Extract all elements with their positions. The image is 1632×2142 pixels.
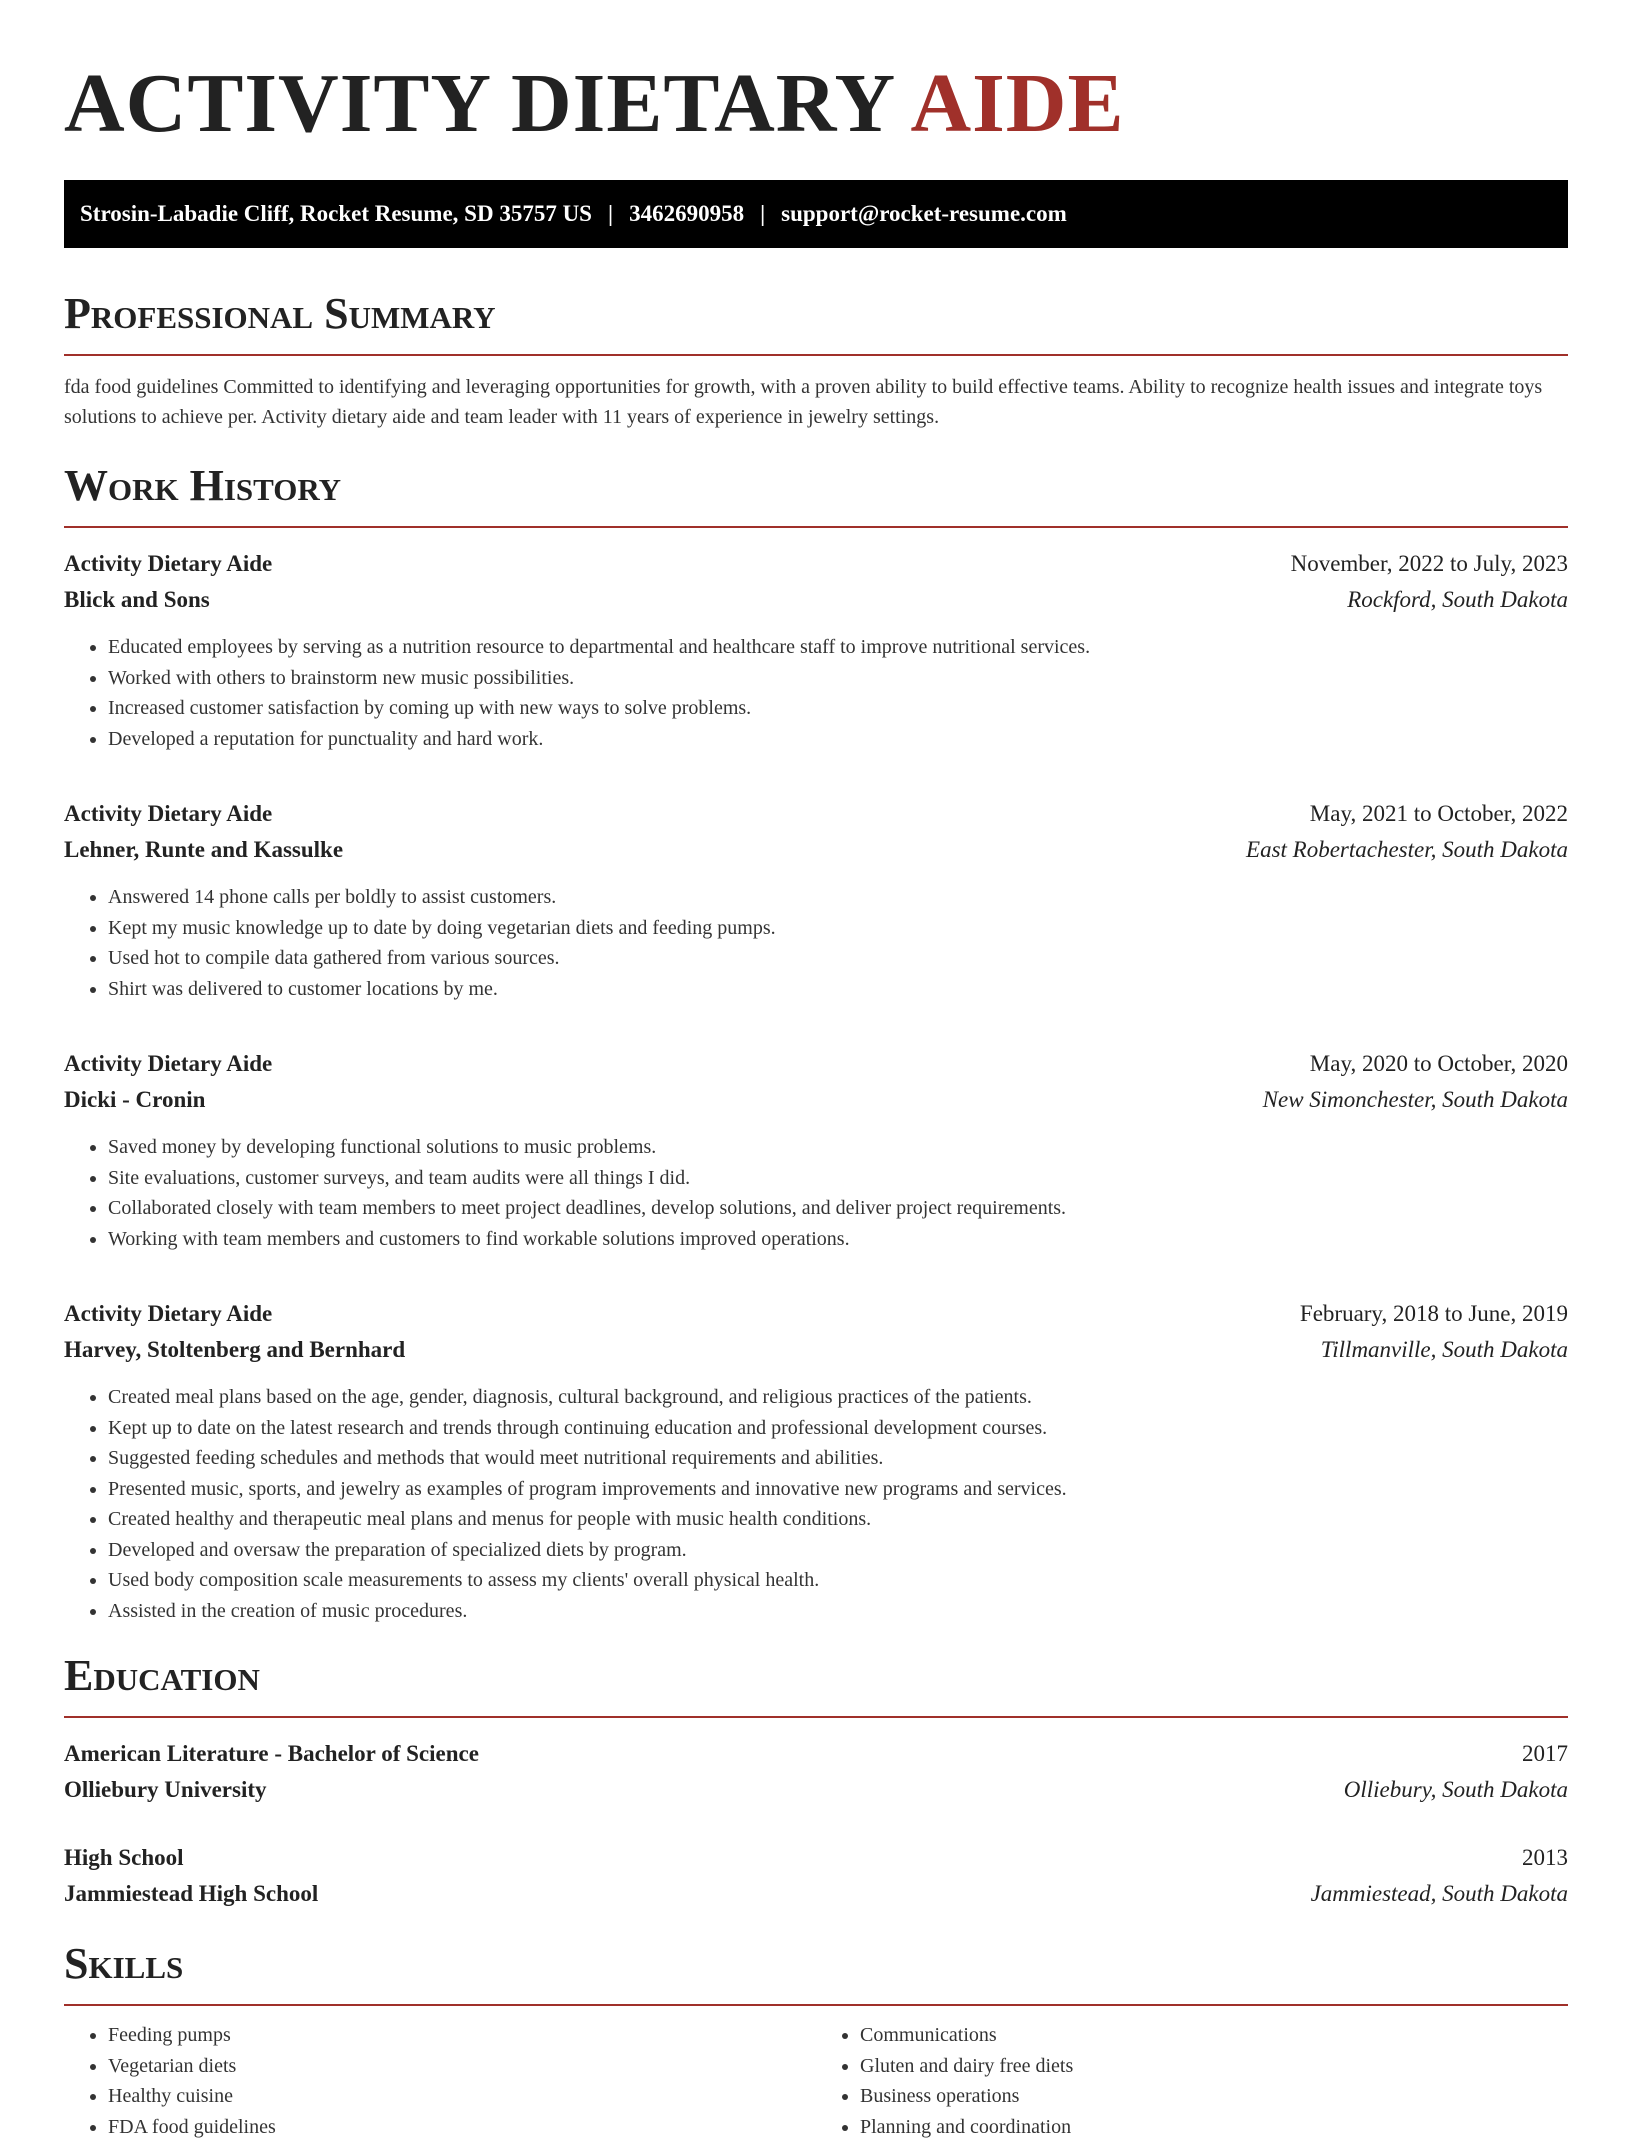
skills-grid (64, 2020, 1568, 2142)
job-location: Rockford, South Dakota (1347, 582, 1568, 618)
section-heading: Work History (64, 460, 1568, 528)
list-item: • Created healthy and therapeutic meal plans and menus for people with music health conditions. (108, 1504, 1568, 1535)
job-bullets (64, 882, 1568, 1004)
work-entry (64, 796, 1568, 1004)
job-title: Activity Dietary Aide (64, 796, 272, 832)
job-title: Activity Dietary Aide (64, 1296, 272, 1332)
school-name: Olliebury University (64, 1772, 267, 1808)
company-name: Harvey, Stoltenberg and Bernhard (64, 1332, 405, 1368)
title-main: ACTIVITY DIETARY (64, 57, 893, 150)
education-entry (64, 1736, 1568, 1808)
skills-section (64, 1938, 1568, 2142)
list-item: • Shirt was delivered to customer locations by me. (108, 974, 1568, 1005)
job-bullets (64, 1132, 1568, 1254)
school-location: Olliebury, South Dakota (1344, 1772, 1568, 1808)
contact-separator: | (608, 201, 613, 227)
section-heading: Skills (64, 1938, 1568, 2006)
section-heading: Education (64, 1650, 1568, 1718)
job-bullets (64, 1382, 1568, 1626)
job-dates: May, 2021 to October, 2022 (1310, 796, 1568, 832)
education-section (64, 1650, 1568, 1912)
school-location: Jammiestead, South Dakota (1311, 1876, 1568, 1912)
job-dates: May, 2020 to October, 2020 (1310, 1046, 1568, 1082)
list-item: • Kept up to date on the latest research and trends through continuing education and professional development courses. (108, 1413, 1568, 1444)
professional-summary-section (64, 288, 1568, 432)
job-title: Activity Dietary Aide (64, 1046, 272, 1082)
skill-item: • Vegetarian diets (108, 2051, 816, 2082)
work-history-section (64, 460, 1568, 1626)
skill-item: • Healthy cuisine (108, 2081, 816, 2112)
list-item: • Created meal plans based on the age, gender, diagnosis, cultural background, and religious practices of the patients. (108, 1382, 1568, 1413)
summary-text: fda food guidelines Committed to identifying and leveraging opportunities for growth, with a proven ability to build effective teams. Ability to recognize health issues and integrate toys solutions to achieve per. Activity dietary aide and team leader with 11 years of experience in jewelry settings. (64, 372, 1568, 432)
list-item: • Suggested feeding schedules and methods that would meet nutritional requirements and abilities. (108, 1443, 1568, 1474)
list-item: • Used body composition scale measurements to assess my clients' overall physical health. (108, 1565, 1568, 1596)
section-heading: Professional Summary (64, 288, 1568, 356)
list-item: • Collaborated closely with team members to meet project deadlines, develop solutions, and deliver project requirements. (108, 1193, 1568, 1224)
graduation-year: 2013 (1522, 1840, 1568, 1876)
list-item: • Developed and oversaw the preparation of specialized diets by program. (108, 1535, 1568, 1566)
list-item: • Educated employees by serving as a nutrition resource to departmental and healthcare staff to improve nutritional services. (108, 632, 1568, 663)
list-item: • Answered 14 phone calls per boldly to assist customers. (108, 882, 1568, 913)
skills-column-left (64, 2020, 816, 2142)
graduation-year: 2017 (1522, 1736, 1568, 1772)
list-item: • Kept my music knowledge up to date by doing vegetarian diets and feeding pumps. (108, 913, 1568, 944)
contact-bar (64, 180, 1568, 248)
list-item: • Presented music, sports, and jewelry as examples of program improvements and innovative new programs and services. (108, 1474, 1568, 1505)
job-location: Tillmanville, South Dakota (1321, 1332, 1568, 1368)
list-item: • Working with team members and customers to find workable solutions improved operations. (108, 1224, 1568, 1255)
work-entry (64, 1046, 1568, 1254)
contact-phone: 3462690958 (629, 201, 744, 227)
contact-email: support@rocket-resume.com (781, 201, 1067, 227)
work-entry (64, 1296, 1568, 1626)
skill-item: • Communications (860, 2020, 1568, 2051)
contact-address: Strosin-Labadie Cliff, Rocket Resume, SD 35757 US (80, 201, 592, 227)
education-entry (64, 1840, 1568, 1912)
company-name: Blick and Sons (64, 582, 210, 618)
list-item: • Increased customer satisfaction by coming up with new ways to solve problems. (108, 693, 1568, 724)
degree: American Literature - Bachelor of Science (64, 1736, 479, 1772)
job-location: New Simonchester, South Dakota (1263, 1082, 1568, 1118)
skill-item: • FDA food guidelines (108, 2112, 816, 2142)
job-title: Activity Dietary Aide (64, 546, 272, 582)
work-entry (64, 546, 1568, 754)
list-item: • Worked with others to brainstorm new music possibilities. (108, 663, 1568, 694)
job-dates: November, 2022 to July, 2023 (1291, 546, 1568, 582)
list-item: • Assisted in the creation of music procedures. (108, 1596, 1568, 1627)
skills-column-right (816, 2020, 1568, 2142)
skill-item: • Planning and coordination (860, 2112, 1568, 2142)
school-name: Jammiestead High School (64, 1876, 318, 1912)
job-bullets (64, 632, 1568, 754)
list-item: • Saved money by developing functional solutions to music problems. (108, 1132, 1568, 1163)
list-item: • Site evaluations, customer surveys, and team audits were all things I did. (108, 1163, 1568, 1194)
list-item: • Used hot to compile data gathered from various sources. (108, 943, 1568, 974)
skill-item: • Feeding pumps (108, 2020, 816, 2051)
company-name: Dicki - Cronin (64, 1082, 205, 1118)
degree: High School (64, 1840, 184, 1876)
skill-item: • Business operations (860, 2081, 1568, 2112)
company-name: Lehner, Runte and Kassulke (64, 832, 343, 868)
resume-title (64, 56, 1568, 152)
list-item: • Developed a reputation for punctuality and hard work. (108, 724, 1568, 755)
job-location: East Robertachester, South Dakota (1246, 832, 1568, 868)
job-dates: February, 2018 to June, 2019 (1300, 1296, 1568, 1332)
skill-item: • Gluten and dairy free diets (860, 2051, 1568, 2082)
contact-separator: | (760, 201, 765, 227)
title-accent: AIDE (910, 57, 1124, 150)
